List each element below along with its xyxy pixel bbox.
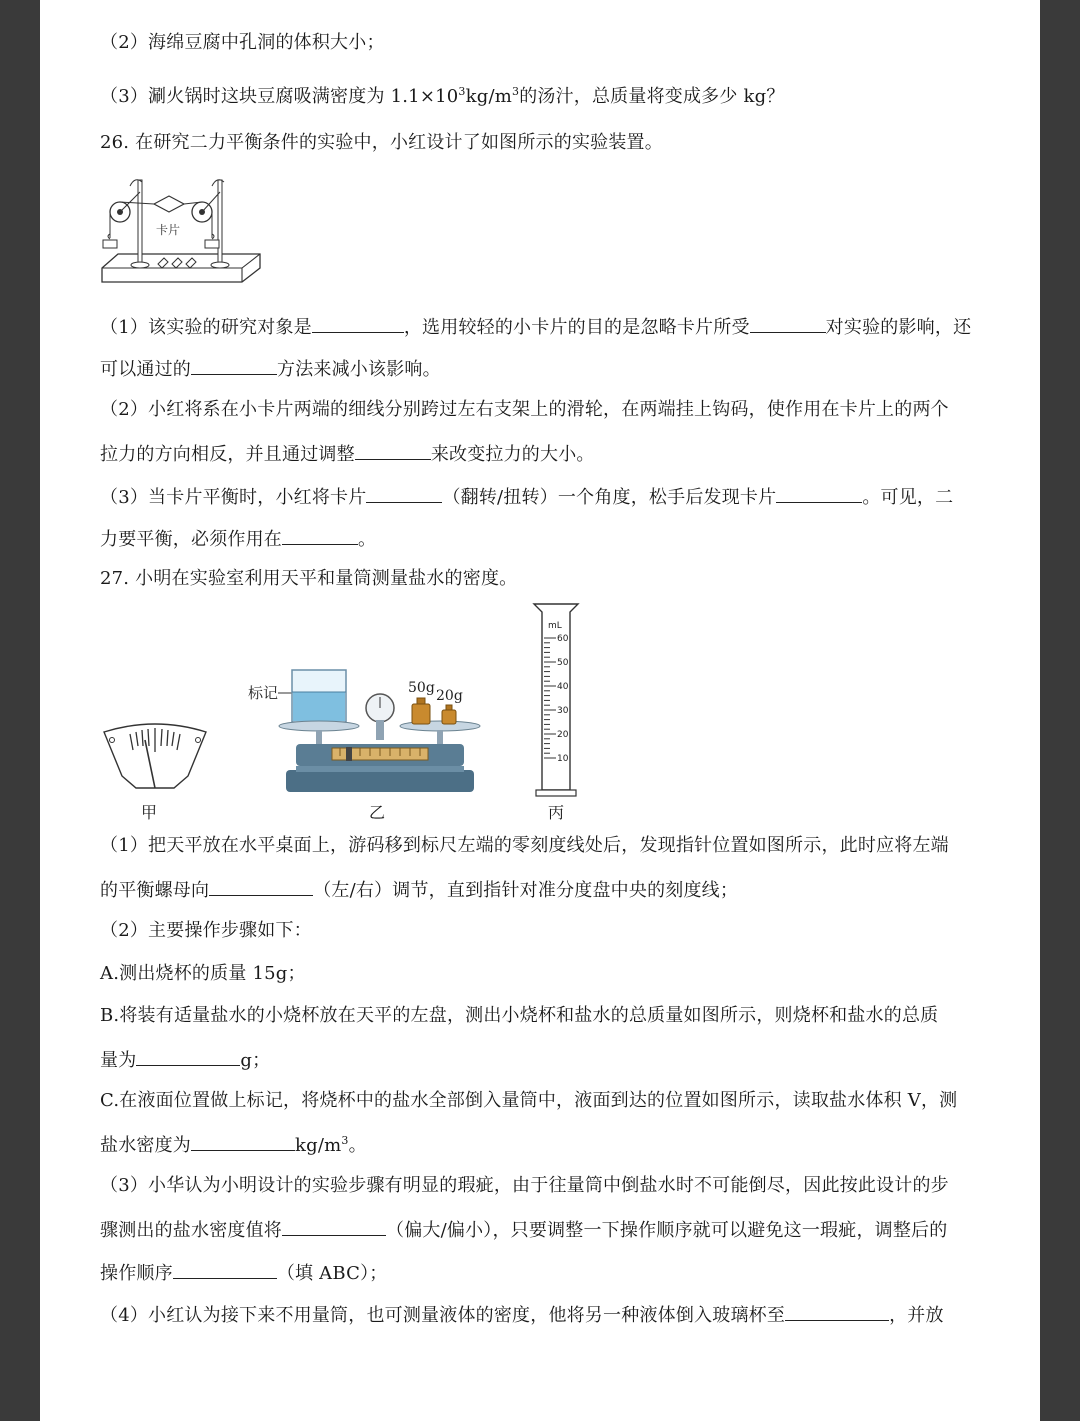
- q26-part2-line1: （2）小红将系在小卡片两端的细线分别跨过左右支架上的滑轮，在两端挂上钩码，使作用在卡片上的两个: [100, 399, 949, 420]
- q27-step-c-line2: 盐水密度为 $kg/m^3$。: [100, 1130, 367, 1159]
- answer-blank[interactable]: [366, 482, 442, 503]
- weight-20g-label: 20g: [436, 688, 463, 704]
- caption-yi: 乙: [369, 803, 386, 822]
- question-26: 26. 在研究二力平衡条件的实验中，小红设计了如图所示的实验装置。: [100, 132, 663, 153]
- question-27: 27. 小明在实验室利用天平和量筒测量盐水的密度。: [100, 568, 518, 589]
- answer-blank[interactable]: [209, 875, 313, 896]
- q27-step-c-line1: C.在液面位置做上标记，将烧杯中的盐水全部倒入量筒中，液面到达的位置如图所示，读取盐水体积 V，测: [100, 1090, 958, 1111]
- text-line: （2）海绵豆腐中孔洞的体积大小；: [100, 32, 385, 53]
- pan-balance-figure: [236, 660, 484, 800]
- answer-blank[interactable]: [191, 354, 277, 375]
- caption-bing: 丙: [548, 803, 565, 822]
- balance-apparatus-figure: [100, 168, 265, 296]
- q26-part3-line2: 力要平衡，必须作用在 。: [100, 524, 376, 553]
- q27-step-b-line2: 量为 g；: [100, 1045, 270, 1074]
- cylinder-tick-60: 60: [557, 634, 569, 644]
- caption-jia: 甲: [141, 803, 158, 822]
- answer-blank[interactable]: [191, 1130, 295, 1151]
- q27-part1-line2: 的平衡螺母向 （左/右）调节，直到指针对准分度盘中央的刻度线；: [100, 875, 738, 904]
- answer-blank[interactable]: [312, 312, 404, 333]
- q27-step-a: A.测出烧杯的质量 15g；: [100, 963, 306, 984]
- q27-part3-line1: （3）小华认为小明设计的实验步骤有明显的瑕疵，由于往量筒中倒盐水时不可能倒尽，因此按此设计的步: [100, 1175, 949, 1196]
- answer-blank[interactable]: [173, 1258, 277, 1279]
- q27-part2: （2）主要操作步骤如下：: [100, 920, 312, 941]
- answer-blank[interactable]: [785, 1300, 889, 1321]
- answer-blank[interactable]: [282, 524, 358, 545]
- cylinder-unit-label: mL: [548, 621, 562, 631]
- answer-blank[interactable]: [750, 312, 826, 333]
- q26-part1-line2: 可以通过的 方法来减小该影响。: [100, 354, 441, 383]
- q26-part1-line1: （1）该实验的研究对象是 ，选用较轻的小卡片的目的是忽略卡片所受 对实验的影响，还: [100, 312, 971, 341]
- cylinder-tick-10: 10: [557, 754, 569, 764]
- answer-blank[interactable]: [282, 1215, 386, 1236]
- answer-blank[interactable]: [136, 1045, 240, 1066]
- q26-part3-line1: （3）当卡片平衡时，小红将卡片 （翻转/扭转）一个角度，松手后发现卡片 。可见，二: [100, 482, 953, 511]
- weight-50g-label: 50g: [408, 680, 435, 696]
- q27-part3-line3: 操作顺序 （填 ABC）；: [100, 1258, 387, 1287]
- pointer-dial-figure: [100, 720, 210, 800]
- text-line: （3）涮火锅时这块豆腐吸满密度为 $1.1\times 10^3kg/m^3$的汤汁，总质量将变成多少 kg？: [100, 85, 785, 107]
- answer-blank[interactable]: [355, 439, 431, 460]
- document-page: [40, 0, 1040, 1421]
- cylinder-tick-30: 30: [557, 706, 569, 716]
- answer-blank[interactable]: [776, 482, 862, 503]
- q26-part2-line2: 拉力的方向相反，并且通过调整 来改变拉力的大小。: [100, 439, 595, 468]
- q27-part3-line2: 骤测出的盐水密度值将 （偏大/偏小），只要调整一下操作顺序就可以避免这一瑕疵，调整后的: [100, 1215, 947, 1244]
- cylinder-tick-50: 50: [557, 658, 569, 668]
- cylinder-tick-40: 40: [557, 682, 569, 692]
- q27-part1-line1: （1）把天平放在水平桌面上，游码移到标尺左端的零刻度线处后，发现指针位置如图所示，此时应将左端: [100, 835, 949, 856]
- q27-part4-line1: （4）小红认为接下来不用量筒，也可测量液体的密度，他将另一种液体倒入玻璃杯至 ，并放: [100, 1300, 944, 1329]
- measuring-cylinder-figure: [530, 602, 582, 798]
- q27-step-b-line1: B.将装有适量盐水的小烧杯放在天平的左盘，测出小烧杯和盐水的总质量如图所示，则烧杯和盐水的总质: [100, 1005, 939, 1026]
- card-label: 卡片: [156, 223, 181, 237]
- cylinder-tick-20: 20: [557, 730, 569, 740]
- mark-label: 标记: [248, 684, 279, 702]
